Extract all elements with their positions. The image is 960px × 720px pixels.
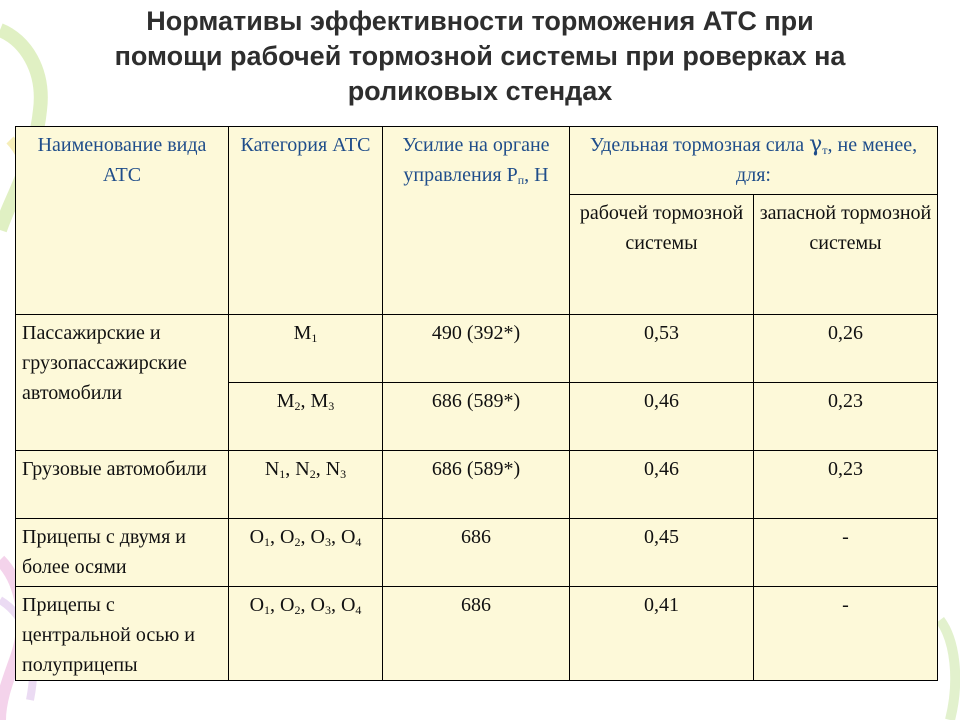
category-code: O: [310, 594, 325, 616]
category-code-index: 1: [264, 535, 271, 549]
title-line-2: помощи рабочей тормозной системы при роверках на: [114, 41, 846, 71]
row-spare: 0,26: [754, 315, 938, 383]
category-code-index: 3: [328, 399, 335, 413]
header-specific-force: [570, 127, 938, 195]
row-force: 686 (589*): [383, 451, 570, 519]
page-title: [10, 4, 950, 109]
row-force: 686: [383, 519, 570, 587]
header-vehicle-type: Наименование вида АТС: [16, 127, 229, 315]
row-category: $N_1$, $N_2$, $N_3$: [229, 451, 383, 519]
category-code: O: [340, 526, 356, 548]
header-spare-system: запасной тормозной системы: [754, 195, 938, 315]
category-code: N: [325, 458, 341, 480]
title-line-1: Нормативы эффективности торможения АТС при: [146, 6, 814, 36]
row-spare: -: [754, 587, 938, 681]
category-code-index: 1: [264, 603, 271, 617]
header-row-1: [16, 127, 938, 195]
decor-swirl-green-right: [940, 620, 955, 720]
row-force: 686: [383, 587, 570, 681]
category-code-index: 3: [324, 535, 331, 549]
category-code-index: 4: [355, 535, 362, 549]
header-specific-text: Удельная тормозная сила: [589, 134, 810, 156]
gamma-symbol: γ: [809, 132, 823, 157]
row-force: 686 (589*): [383, 383, 570, 451]
category-code-index: 1: [279, 467, 286, 481]
category-code-index: 2: [294, 399, 301, 413]
row-spare: -: [754, 519, 938, 587]
header-specific-tail: , не менее, для:: [736, 134, 918, 186]
row-working: 0,41: [570, 587, 754, 681]
category-code: M: [293, 322, 312, 344]
table-row: [16, 587, 938, 681]
row-group-semitrailers: Прицепы с центральной осью и полуприцепы: [16, 587, 229, 681]
category-code-index: 4: [355, 603, 362, 617]
row-force: 490 (392*): [383, 315, 570, 383]
category-code-index: 3: [340, 467, 347, 481]
row-working: 0,46: [570, 383, 754, 451]
table-row: [16, 315, 938, 383]
row-working: 0,45: [570, 519, 754, 587]
category-code-index: 2: [294, 603, 301, 617]
category-code: M: [310, 390, 329, 412]
category-code: N: [264, 458, 280, 480]
category-code: O: [280, 594, 295, 616]
table-row: [16, 451, 938, 519]
category-code: M: [276, 390, 295, 412]
row-category: [229, 315, 383, 383]
table-row: [16, 519, 938, 587]
header-force-sub: п: [517, 173, 525, 187]
header-working-system: рабочей тормозной системы: [570, 195, 754, 315]
row-group-trucks: Грузовые автомобили: [16, 451, 229, 519]
row-working: 0,53: [570, 315, 754, 383]
row-working: 0,46: [570, 451, 754, 519]
row-category: $M_2$, $M_3$: [229, 383, 383, 451]
row-category: $O_1$, $O_2$, $O_3$, $O_4$: [229, 587, 383, 681]
category-code-index: 2: [294, 535, 301, 549]
title-line-3: роликовых стендах: [347, 76, 613, 106]
category-code: O: [310, 526, 325, 548]
category-code: O: [340, 594, 356, 616]
row-group-passenger: Пассажирские и грузопассажирские автомобили: [16, 315, 229, 451]
gamma-sub: т: [822, 143, 828, 157]
category-code: O: [249, 594, 265, 616]
row-group-trailers: Прицепы с двумя и более осями: [16, 519, 229, 587]
category-code: O: [280, 526, 295, 548]
category-code-index: 2: [309, 467, 316, 481]
header-category: Категория АТС: [229, 127, 383, 315]
header-force-unit: , Н: [524, 164, 549, 186]
header-force-text: Усилие на органе управления Р: [402, 134, 550, 186]
row-spare: 0,23: [754, 451, 938, 519]
category-code: O: [249, 526, 265, 548]
header-control-force: [383, 127, 570, 315]
category-code: N: [295, 458, 310, 480]
category-code-index: 3: [324, 603, 331, 617]
row-spare: 0,23: [754, 383, 938, 451]
row-category: $O_1$, $O_2$, $O_3$, $O_4$: [229, 519, 383, 587]
braking-norms-table: [15, 126, 938, 681]
category-code-index: 1: [311, 331, 318, 345]
